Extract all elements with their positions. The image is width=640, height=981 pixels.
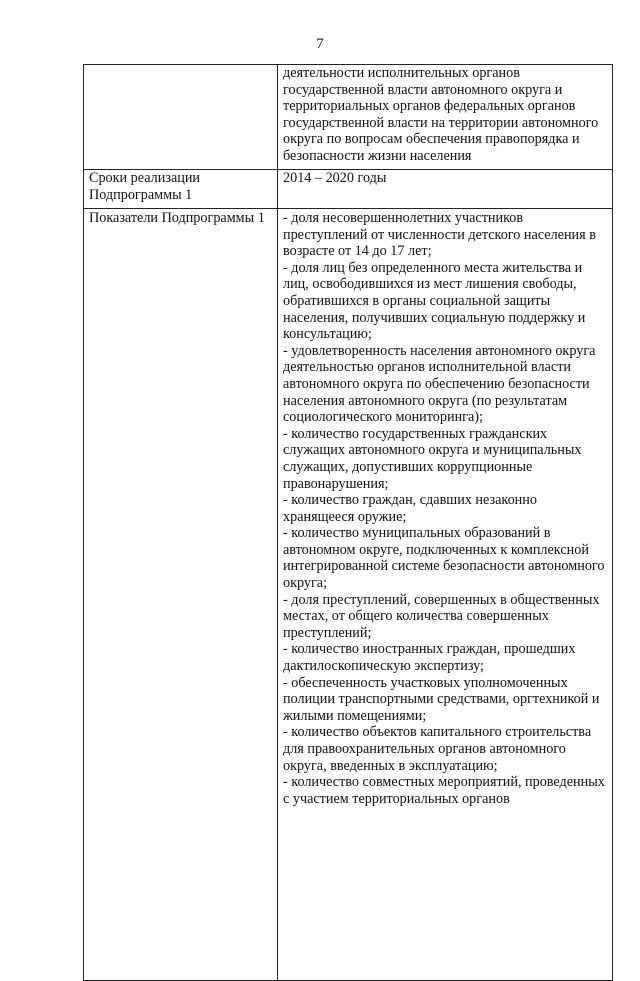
- indicator-item: - обеспеченность участковых уполномоченных полиции транспортными средствами, оргтехникой и жилыми помещениями;: [283, 674, 600, 724]
- row-value-cell: [278, 65, 613, 170]
- indicator-item: - количество муниципальных образований в автономном округе, подключенных к комплексной интегрированной системе безопасности автономного округа;: [283, 525, 605, 592]
- indicator-item: - доля преступлений, совершенных в общественных местах, от общего количества совершенных преступлений;: [283, 591, 600, 641]
- table-row-indicators: [84, 209, 613, 981]
- period-label: Сроки реализации Подпрограммы 1: [84, 170, 278, 209]
- indicator-item: - доля несовершеннолетних участников преступлений от численности детского населения в возрасте от 14 до 17 лет;: [283, 210, 596, 260]
- indicator-item: - количество совместных мероприятий, проведенных с участием территориальных органов: [283, 774, 605, 807]
- table-row-continuation: [84, 65, 613, 170]
- table-row-period: [84, 170, 613, 209]
- subprogram-passport-table: [83, 64, 613, 981]
- continuation-text: деятельности исполнительных органов государственной власти автономного округа и территориальных органов федеральных органов государственной власти на территории автономного округа по вопросам обеспечения правопорядка и безопасности жизни населения: [283, 65, 599, 164]
- period-value: 2014 – 2020 годы: [283, 170, 387, 186]
- page-number: 7: [316, 36, 324, 52]
- indicator-item: - количество государственных гражданских служащих автономного округа и муниципальных служащих, допустивших коррупционные правонарушения;: [283, 425, 582, 492]
- row-label-cell: [84, 65, 278, 170]
- indicator-item: - количество граждан, сдавших незаконно хранящееся оружие;: [283, 492, 537, 525]
- row-value-cell: [278, 170, 613, 209]
- indicators-label: Показатели Подпрограммы 1: [84, 209, 278, 981]
- indicator-item: - количество иностранных граждан, прошедших дактилоскопическую экспертизу;: [283, 641, 576, 675]
- indicator-item: - количество объектов капитального строительства для правоохранительных органов автономного округа, введенных в эксплуатацию;: [283, 724, 592, 774]
- indicator-item: - доля лиц без определенного места жительства и лиц, освободившихся из мест лишения свободы, обратившихся в органы социальной защиты населения, получивших социальную поддержку и консультацию;: [283, 259, 586, 343]
- indicators-list: [278, 209, 613, 981]
- indicator-item: - удовлетворенность населения автономного округа деятельностью органов исполнительной власти автономного округа по обеспечению безопасности населения автономного округа (по результатам социологического мониторинга);: [283, 342, 596, 426]
